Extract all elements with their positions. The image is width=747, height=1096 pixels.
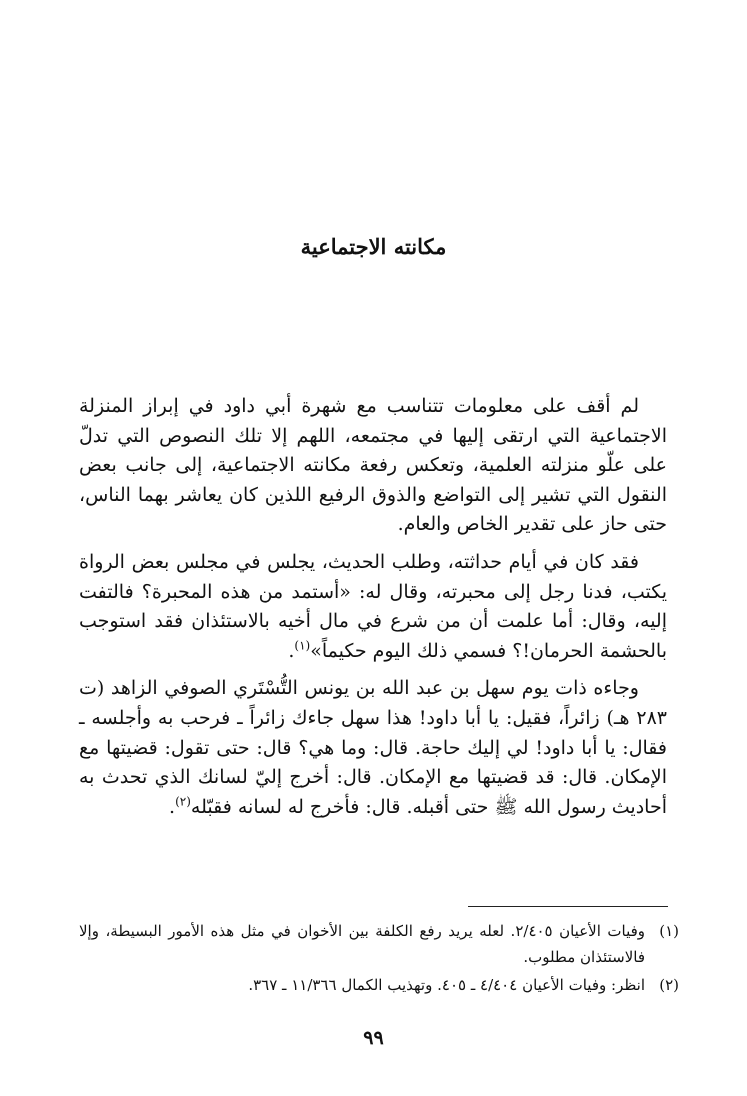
footnote-1 <box>79 918 679 970</box>
paragraph-3 <box>79 674 667 822</box>
footnote-number: (١) <box>659 922 679 940</box>
footnote-ref-1: (١) <box>294 638 311 653</box>
footnote-number: (٢) <box>659 976 679 994</box>
footnote-text: وفيات الأعيان ٢/٤٠٥. لعله يريد رفع الكلفة بين الأخوان في مثل هذه الأمور البسيطة، وإلا فالاستئذان مطلوب. <box>79 922 646 966</box>
footnote-text: انظر: وفيات الأعيان ٤/٤٠٤ ـ ٤٠٥. وتهذيب الكمال ١١/٣٦٦ ـ ٣٦٧. <box>248 976 645 994</box>
footnotes <box>79 918 679 1000</box>
footnote-2 <box>79 972 679 998</box>
footnote-ref-2: (٢) <box>175 794 191 809</box>
paragraph-2 <box>79 548 667 666</box>
paragraph-1: لم أقف على معلومات تتناسب مع شهرة أبي داود في إبراز المنزلة الاجتماعية التي ارتقى إليها في مجتمعه، اللهم إلا تلك النصوص التي تدلّ على علّو منزلته العلمية، وتعكس رفعة مكانته الاجتماعية، إلى جانب بعض النقول التي تشير إلى التواضع والذوق الرفيع اللذين كان يعاشر بهما الناس، حتى حاز على تقدير الخاص والعام. <box>79 395 667 536</box>
section-heading: مكانته الاجتماعية <box>300 234 447 259</box>
page-number: ٩٩ <box>363 1027 384 1049</box>
paragraph-3-end: . <box>169 795 176 818</box>
paragraph-3-text: وجاءه ذات يوم سهل بن عبد الله بن يونس التُّسْتَري الصوفي الزاهد (ت ٢٨٣ هـ) زائراً، فقيل: يا أبا داود! هذا سهل جاءك زائراً ـ فرحب به وأجلسه ـ فقال: يا أبا داود! لي إليك حاجة. قال: وما هي؟ قال: حتى تقول: قضيتها مع الإمكان. قال: قد قضيتها مع الإمكان. قال: أخرج إليّ لسانك الذي تحدث به أحاديث رسول الله ﷺ حتى أقبله. قال: فأخرج له لسانه فقبّله <box>79 677 667 818</box>
footnote-divider <box>468 906 668 907</box>
paragraph-2-text: فقد كان في أيام حداثته، وطلب الحديث، يجلس في مجلس بعض الرواة يكتب، فدنا رجل إلى محبرته، وقال له: «أستمد من هذه المحبرة؟ فالتفت إليه، وقال: أما علمت أن من شرع في مال أخيه بالاستئذان فقد استوجب بالحشمة الحرمان!؟ فسمي ذلك اليوم حكيماً» <box>79 550 667 662</box>
paragraph-2-end: . <box>288 639 295 662</box>
body-text <box>79 392 667 830</box>
